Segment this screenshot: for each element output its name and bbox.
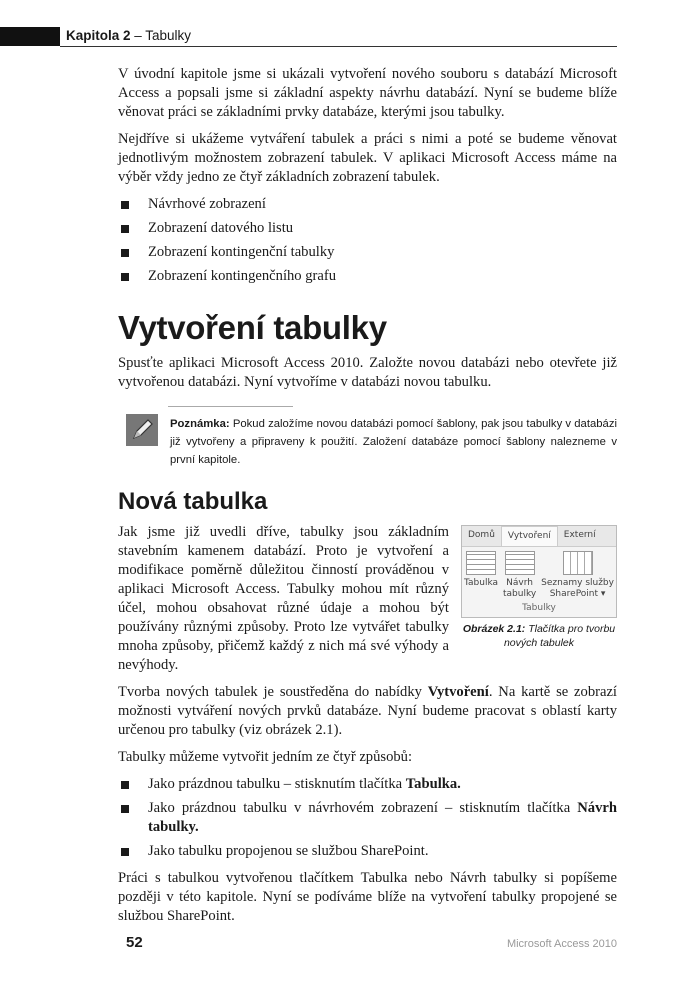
section-create-table	[118, 308, 617, 392]
sharepoint-list-icon	[563, 551, 593, 575]
list-item: Jako tabulku propojenou se službou SharePoint.	[118, 842, 617, 861]
table-button: Tabulka	[464, 551, 498, 600]
ribbon-tabs	[462, 526, 616, 547]
intro	[118, 65, 617, 286]
section-new-table	[118, 487, 617, 926]
list-item: Zobrazení datového listu	[118, 219, 617, 238]
view-list	[118, 195, 617, 286]
paragraph: Jak jsme již uvedli dříve, tabulky jsou základním stavebním kamenem databází. Proto je vytvoření a modifikace poměrně důležitou činností prováděnou v aplikaci Microsoft Access. Tabulky mohou mít různý účel, mohou obsahovat různé údaje a mohou být používány různými způsoby. Proto lze vytvářet tabulky mnoha způsoby, přičemž každý z nich má své výhody a nevýhody.	[118, 524, 449, 673]
paragraph: V úvodní kapitole jsme si ukázali vytvoření nového souboru s databází Microsoft Access a popsali jsme si základní aspekty návrhu databází. Nyní se budeme blíže věnovat práci se základními prvky databáze, kterými jsou tabulky.	[118, 66, 617, 120]
tab-create: Vytvoření	[501, 526, 558, 546]
ribbon-figure	[461, 525, 617, 618]
header-bar	[0, 27, 60, 46]
note-text: Pokud založíme novou databázi pomocí šablony, pak jsou tabulky v databázi již vytvořeny a připraveny k použití. Založení databáze pomocí šablony nalezneme v první kapitole.	[170, 418, 617, 466]
note-rule	[168, 406, 293, 407]
table-design-icon	[505, 551, 535, 575]
paragraph: Tvorba nových tabulek je soustředěna do nabídky Vytvoření. Na kartě se zobrazí možnosti vytváření nových prvků databáze. Nyní budeme pracovat s oblastí karty určenou pro tabulky (viz obrázek 2.1).	[118, 684, 617, 738]
running-header: Kapitola 2 – Tabulky	[66, 28, 192, 43]
list-item: Jako prázdnou tabulku – stisknutím tlačítka Tabulka.	[118, 775, 617, 794]
tab-external: Externí	[563, 530, 596, 540]
page-number: 52	[126, 934, 143, 951]
table-design-button: Návrh tabulky	[503, 551, 536, 600]
method-list	[118, 775, 617, 861]
book-title: Microsoft Access 2010	[506, 938, 617, 950]
note-label: Poznámka:	[170, 418, 230, 430]
running-header-area	[0, 0, 700, 47]
page-footer	[0, 934, 700, 985]
table-icon	[466, 551, 496, 575]
tab-home: Domů	[468, 530, 495, 540]
group-label: Tabulky	[522, 603, 556, 613]
paragraph: Práci s tabulkou vytvořenou tlačítkem Tabulka nebo Návrh tabulky si popíšeme později v této kapitole. Nyní se podíváme blíže na vytvoření tabulky propojené se službou SharePoint.	[118, 870, 617, 924]
list-item: Návrhové zobrazení	[118, 195, 617, 214]
note-box	[118, 406, 617, 469]
paragraph: Tabulky můžeme vytvořit jedním ze čtyř způsobů:	[118, 749, 413, 765]
header-rule	[60, 46, 617, 47]
list-item: Zobrazení kontingenční tabulky	[118, 243, 617, 262]
subsection-heading: Nová tabulka	[118, 488, 268, 515]
section-heading: Vytvoření tabulky	[118, 309, 387, 346]
figure	[461, 525, 617, 650]
list-item: Zobrazení kontingenčního grafu	[118, 267, 617, 286]
page-body	[118, 65, 617, 934]
pencil-icon	[126, 414, 158, 446]
paragraph: Nejdříve si ukážeme vytváření tabulek a práci s nimi a poté se budeme věnovat jednotlivým možnostem zobrazení tabulek. V aplikaci Microsoft Access máme na výběr vždy jedno ze čtyř základních zobrazení tabulek.	[118, 131, 617, 185]
figure-caption: Obrázek 2.1: Tlačítka pro tvorbu nových tabulek	[462, 623, 616, 649]
sharepoint-lists-button: Seznamy služby SharePoint ▾	[541, 551, 614, 600]
paragraph: Spusťte aplikaci Microsoft Access 2010. Založte novou databázi nebo otevřete již vytvořenou databázi. Nyní vytvoříme v databázi novou tabulku.	[118, 355, 617, 390]
list-item: Jako prázdnou tabulku v návrhovém zobrazení – stisknutím tlačítka Návrh tabulky.	[118, 799, 617, 837]
